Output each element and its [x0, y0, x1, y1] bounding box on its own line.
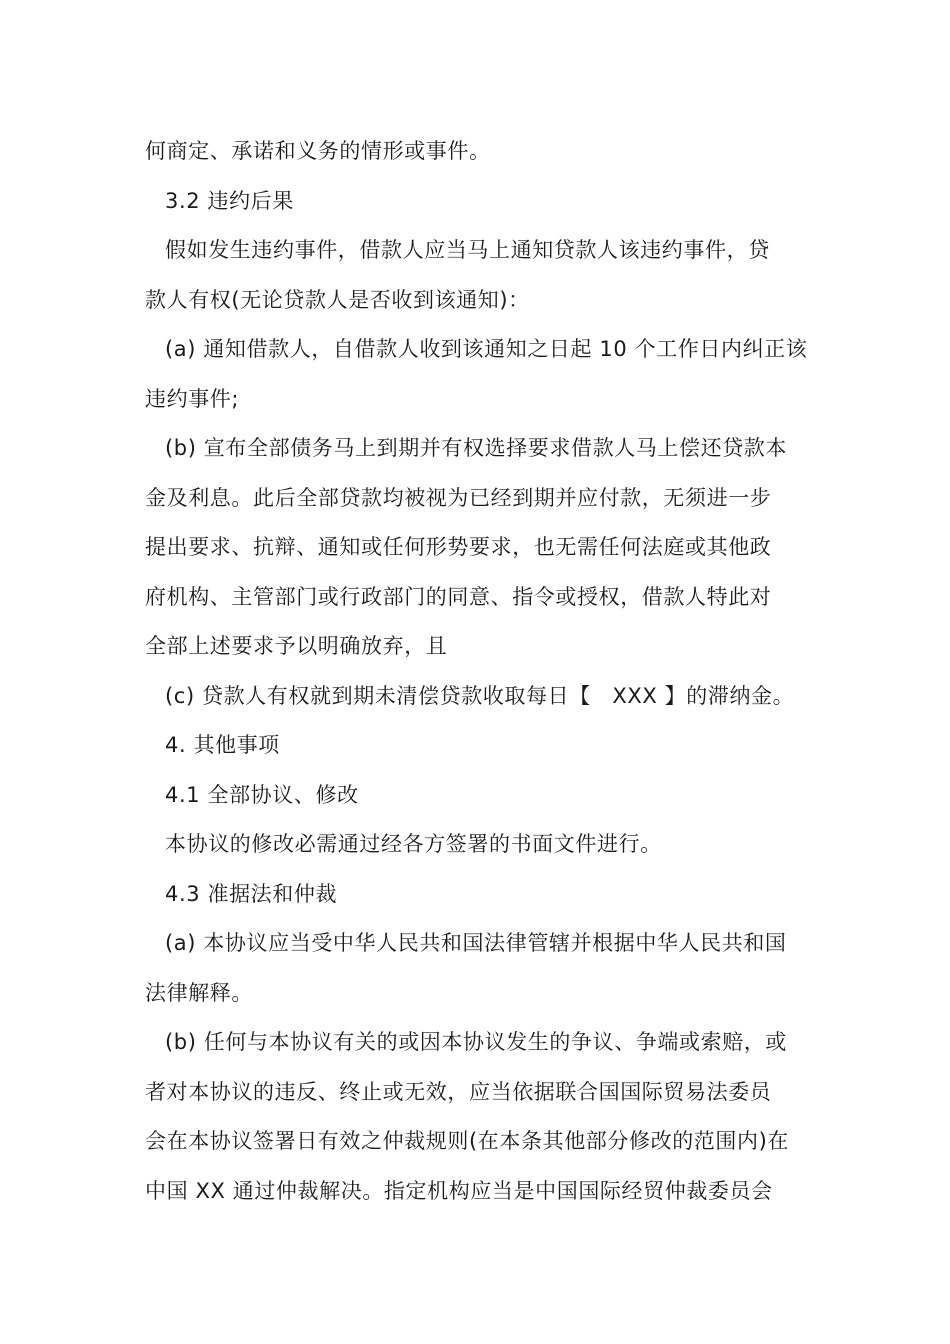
paragraph-line: 违约事件; [145, 386, 240, 411]
section-heading: 3.2 违约后果 [165, 188, 294, 213]
paragraph-line: 何商定、承诺和义务的情形或事件。 [145, 139, 491, 163]
clause-item: (a) 本协议应当受中华人民共和国法律管辖并根据中华人民共和国 [165, 931, 787, 955]
paragraph-line: 款人有权(无论贷款人是否收到该通知)： [145, 287, 530, 312]
paragraph-line: 本协议的修改必需通过经各方签署的书面文件进行。 [165, 832, 662, 856]
document-body [145, 127, 810, 1216]
clause-item: (b) 任何与本协议有关的或因本协议发生的争议、争端或索赔，或 [165, 1030, 787, 1054]
paragraph-line: 法律解释。 [145, 980, 253, 1005]
paragraph-line: 者对本协议的违反、终止或无效，应当依据联合国国际贸易法委员 [145, 1079, 772, 1104]
paragraph-line: 府机构、主管部门或行政部门的同意、指令或授权，借款人特此对 [145, 584, 772, 609]
clause-item: (b) 宣布全部债务马上到期并有权选择要求借款人马上偿还贷款本 [165, 436, 787, 460]
clause-item: (a) 通知借款人，自借款人收到该通知之日起 10 个工作日内纠正该 [165, 337, 808, 361]
paragraph-line: 全部上述要求予以明确放弃，且 [145, 634, 448, 658]
section-heading: 4.1 全部协议、修改 [165, 782, 359, 807]
paragraph-line: 中国 XX 通过仲裁解决。指定机构应当是中国国际经贸仲裁委员会 [145, 1178, 773, 1203]
paragraph-line: 金及利息。此后全部贷款均被视为已经到期并应付款，无须进一步 [145, 485, 772, 510]
clause-item: (c) 贷款人有权就到期未清偿贷款收取每日【 XXX 】的滞纳金。 [165, 683, 795, 708]
section-heading: 4. 其他事项 [165, 733, 280, 757]
paragraph-line: 假如发生违约事件，借款人应当马上通知贷款人该违约事件，贷 [165, 238, 770, 262]
paragraph-line: 提出要求、抗辩、通知或任何形势要求，也无需任何法庭或其他政 [145, 535, 772, 559]
paragraph-line: 会在本协议签署日有效之仲裁规则(在本条其他部分修改的范围内)在 [145, 1129, 789, 1153]
section-heading: 4.3 准据法和仲裁 [165, 881, 338, 906]
